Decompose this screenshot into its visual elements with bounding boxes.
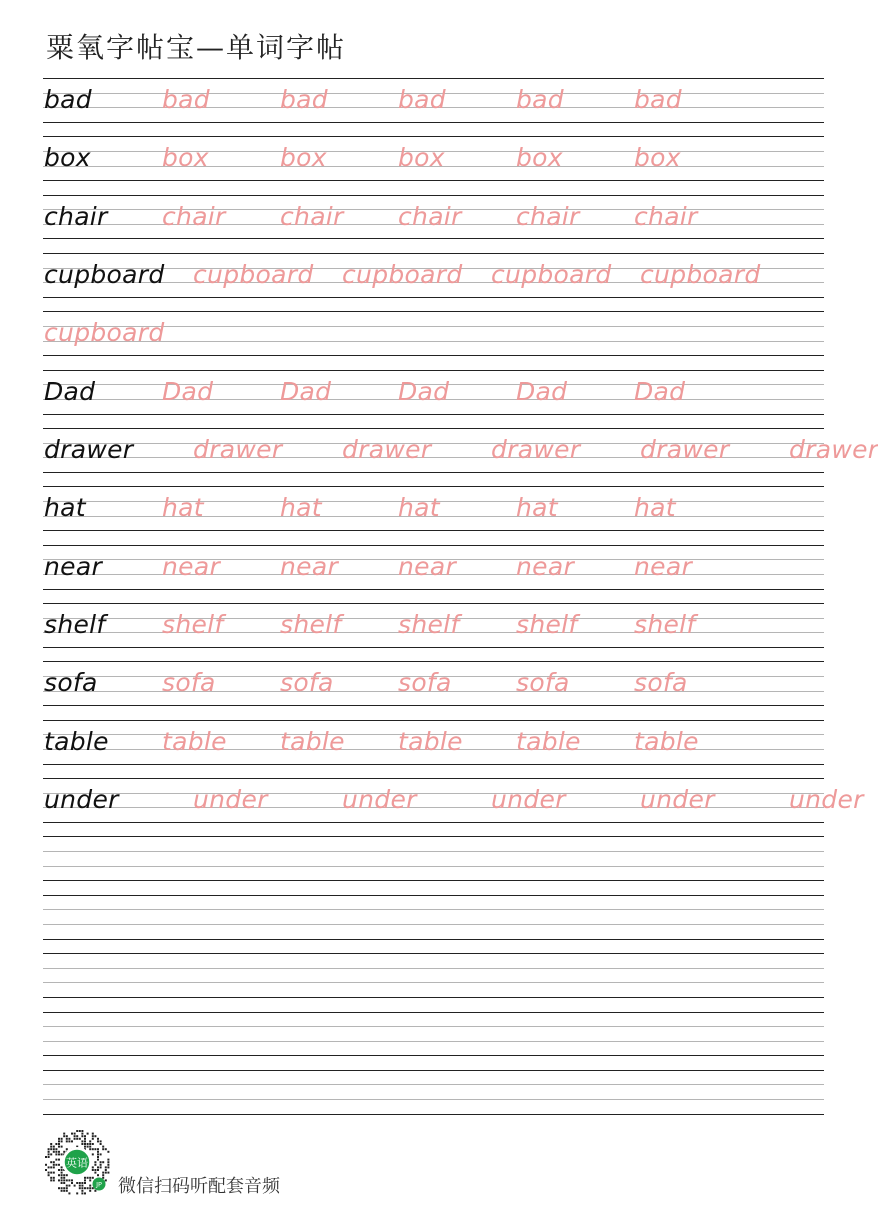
word-trace: under <box>342 785 417 815</box>
word-trace: hat <box>162 493 204 523</box>
practice-row <box>43 603 824 661</box>
word-trace: under <box>789 785 864 815</box>
practice-row <box>43 545 824 603</box>
word-trace: Dad <box>280 376 332 406</box>
word-example: cupboard <box>44 260 165 290</box>
guide-line <box>43 545 824 546</box>
word-trace: hat <box>398 493 440 523</box>
guide-line <box>43 895 824 896</box>
guide-line <box>43 1026 824 1027</box>
word-trace: near <box>162 551 221 581</box>
guide-line <box>43 136 824 137</box>
guide-line <box>43 1012 824 1013</box>
word-trace: chair <box>398 201 462 231</box>
word-example: chair <box>44 201 108 231</box>
word-row <box>44 257 761 293</box>
practice-row <box>43 778 864 836</box>
word-trace: shelf <box>280 610 342 640</box>
guide-line <box>43 968 824 969</box>
word-row <box>44 782 864 818</box>
guide-line <box>43 486 824 487</box>
word-trace: cupboard <box>193 260 314 290</box>
practice-row <box>43 895 824 953</box>
word-trace: bad <box>162 85 210 114</box>
word-trace: shelf <box>634 610 696 640</box>
word-example: bad <box>44 85 92 114</box>
practice-row <box>43 720 824 778</box>
word-row <box>44 549 692 585</box>
guide-line <box>43 822 824 823</box>
guide-line <box>43 180 824 181</box>
guide-line <box>43 1055 824 1056</box>
word-trace: chair <box>634 201 698 231</box>
word-trace: box <box>398 143 445 173</box>
practice-row <box>43 836 824 894</box>
word-row <box>44 665 688 701</box>
word-trace: chair <box>280 201 344 231</box>
guide-line <box>43 78 824 79</box>
word-row <box>44 490 676 526</box>
practice-row <box>43 486 824 544</box>
word-trace: drawer <box>193 435 283 465</box>
word-row <box>44 315 165 351</box>
guide-line <box>43 953 824 954</box>
guide-line <box>43 851 824 852</box>
word-trace: sofa <box>398 668 452 698</box>
guide-line <box>43 370 824 371</box>
word-trace: near <box>516 551 575 581</box>
word-trace: shelf <box>398 610 460 640</box>
guide-line <box>43 530 824 531</box>
page-title: 粟氧字帖宝—单词字帖 <box>46 31 347 64</box>
practice-row <box>43 136 824 194</box>
word-row <box>44 607 696 643</box>
word-trace: hat <box>280 493 322 523</box>
word-trace: table <box>634 726 699 756</box>
guide-line <box>43 311 824 312</box>
word-trace: sofa <box>280 668 334 698</box>
word-trace: near <box>398 551 457 581</box>
practice-row <box>43 253 824 311</box>
word-trace: drawer <box>491 435 581 465</box>
guide-line <box>43 603 824 604</box>
word-trace: chair <box>162 201 226 231</box>
footer-caption: 微信扫码听配套音频 <box>118 1176 280 1197</box>
word-trace: box <box>162 143 209 173</box>
guide-line <box>43 647 824 648</box>
sheet-bottom-line <box>43 1114 824 1115</box>
word-trace: cupboard <box>491 260 612 290</box>
practice-row <box>43 953 824 1011</box>
qr-corner-badge: JP <box>96 1180 102 1189</box>
word-example: near <box>44 551 103 581</box>
practice-row <box>43 428 878 486</box>
footer <box>43 1128 403 1198</box>
word-trace: bad <box>516 85 564 114</box>
word-row <box>44 199 698 235</box>
word-trace: Dad <box>634 376 686 406</box>
word-trace: table <box>398 726 463 756</box>
word-trace: bad <box>398 85 446 114</box>
word-trace: hat <box>634 493 676 523</box>
guide-line <box>43 1084 824 1085</box>
word-row <box>44 82 682 118</box>
practice-row <box>43 1070 824 1128</box>
word-trace: table <box>162 726 227 756</box>
guide-line <box>43 924 824 925</box>
guide-line <box>43 1041 824 1042</box>
guide-line <box>43 764 824 765</box>
word-row <box>44 432 878 468</box>
guide-line <box>43 661 824 662</box>
guide-line <box>43 355 824 356</box>
word-trace: Dad <box>516 376 568 406</box>
guide-line <box>43 122 824 123</box>
word-example: shelf <box>44 610 106 640</box>
word-trace: shelf <box>162 610 224 640</box>
word-row <box>44 140 681 176</box>
practice-row <box>43 195 824 253</box>
word-trace: box <box>634 143 681 173</box>
word-trace: chair <box>516 201 580 231</box>
word-trace: cupboard <box>342 260 463 290</box>
word-trace: under <box>193 785 268 815</box>
practice-row <box>43 370 824 428</box>
guide-line <box>43 880 824 881</box>
qr-badge-label: 英语 <box>66 1156 88 1170</box>
word-trace: drawer <box>342 435 432 465</box>
guide-line <box>43 414 824 415</box>
guide-line <box>43 866 824 867</box>
word-trace: shelf <box>516 610 578 640</box>
word-trace: Dad <box>162 376 214 406</box>
word-example: sofa <box>44 668 98 698</box>
guide-line <box>43 836 824 837</box>
word-example: table <box>44 726 109 756</box>
word-trace: near <box>280 551 339 581</box>
word-trace: near <box>634 551 693 581</box>
guide-line <box>43 939 824 940</box>
word-row <box>44 374 685 410</box>
word-trace: under <box>491 785 566 815</box>
practice-row <box>43 661 824 719</box>
word-trace: table <box>280 726 345 756</box>
word-example: drawer <box>44 435 134 465</box>
word-trace: Dad <box>398 376 450 406</box>
word-trace: cupboard <box>640 260 761 290</box>
practice-sheet <box>43 78 878 1128</box>
guide-line <box>43 909 824 910</box>
word-trace: hat <box>516 493 558 523</box>
word-trace: sofa <box>516 668 570 698</box>
guide-line <box>43 1070 824 1071</box>
guide-line <box>43 428 824 429</box>
guide-line <box>43 195 824 196</box>
word-trace: table <box>516 726 581 756</box>
guide-line <box>43 472 824 473</box>
guide-line <box>43 705 824 706</box>
guide-line <box>43 778 824 779</box>
guide-line <box>43 297 824 298</box>
word-example: under <box>44 785 119 815</box>
qr-code-icon[interactable] <box>43 1128 111 1196</box>
word-row <box>44 724 699 760</box>
guide-line <box>43 982 824 983</box>
guide-line <box>43 589 824 590</box>
guide-line <box>43 238 824 239</box>
word-trace: bad <box>280 85 328 114</box>
word-example: Dad <box>44 376 96 406</box>
word-example: box <box>44 143 91 173</box>
practice-row <box>43 1012 824 1070</box>
word-trace: cupboard <box>44 318 165 348</box>
practice-row <box>43 311 824 369</box>
guide-line <box>43 253 824 254</box>
word-trace: drawer <box>640 435 730 465</box>
word-trace: sofa <box>634 668 688 698</box>
guide-line <box>43 1099 824 1100</box>
word-trace: box <box>280 143 327 173</box>
word-trace: sofa <box>162 668 216 698</box>
guide-line <box>43 720 824 721</box>
word-trace: drawer <box>789 435 878 465</box>
guide-line <box>43 997 824 998</box>
word-trace: box <box>516 143 563 173</box>
word-trace: bad <box>634 85 682 114</box>
practice-row <box>43 78 824 136</box>
word-trace: under <box>640 785 715 815</box>
word-example: hat <box>44 493 86 523</box>
